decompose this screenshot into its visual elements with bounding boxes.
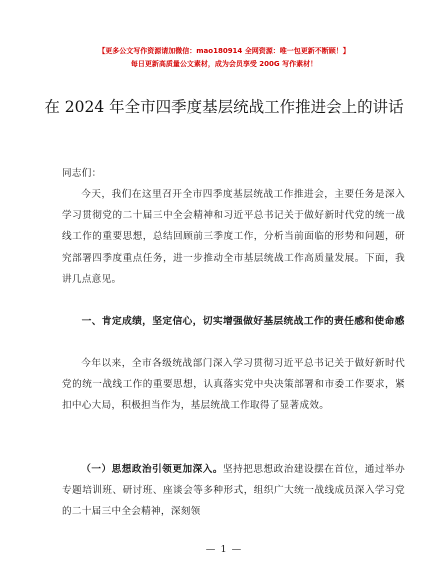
page-number: — 1 — — [205, 544, 243, 555]
subsection-paragraph — [62, 459, 405, 523]
document-title: 在 2024 年全市四季度基层统战工作推进会上的讲话 — [44, 98, 404, 116]
subsection-lead: （一）思想政治引领更加深入。 — [81, 464, 223, 475]
promo-banner-line-2: 每日更新高质量公文素材，成为会员享受 200G 写作素材！ — [130, 60, 318, 68]
section-heading: 一、肯定成绩，坚定信心，切实增强做好基层统战工作的责任感和使命感 — [81, 316, 405, 327]
section-body-paragraph: 今年以来，全市各级统战部门深入学习贯彻习近平总书记关于做好新时代党的统一战线工作的重要思想，认真落实党中央决策部署和市委工作要求，紧扣中心大局，积极担当作为，基层统战工作取得了显著成效。 — [62, 358, 405, 412]
intro-paragraph: 今天，我们在这里召开全市四季度基层统战工作推进会，主要任务是深入学习贯彻党的二十届三中全会精神和习近平总书记关于做好新时代党的统一战线工作的重要思想，总结回顾前三季度工作，分析当前面临的形势和问题，研究部署四季度重点任务，进一步推动全市基层统战工作高质量发展。下面，我讲几点意见。 — [62, 189, 405, 285]
promo-banner-line-1: 【更多公文写作资源请加微信：mao180914 全网资源：唯一包更新不断顾！】 — [98, 47, 350, 55]
subsection-body: 坚持把思想政治建设摆在首位，通过举办专题培训班、研讨班、座谈会等多种形式，组织广大统一战线成员深入学习党的二十届三中全会精神，深刻领 — [62, 464, 405, 518]
salutation: 同志们： — [62, 168, 102, 179]
